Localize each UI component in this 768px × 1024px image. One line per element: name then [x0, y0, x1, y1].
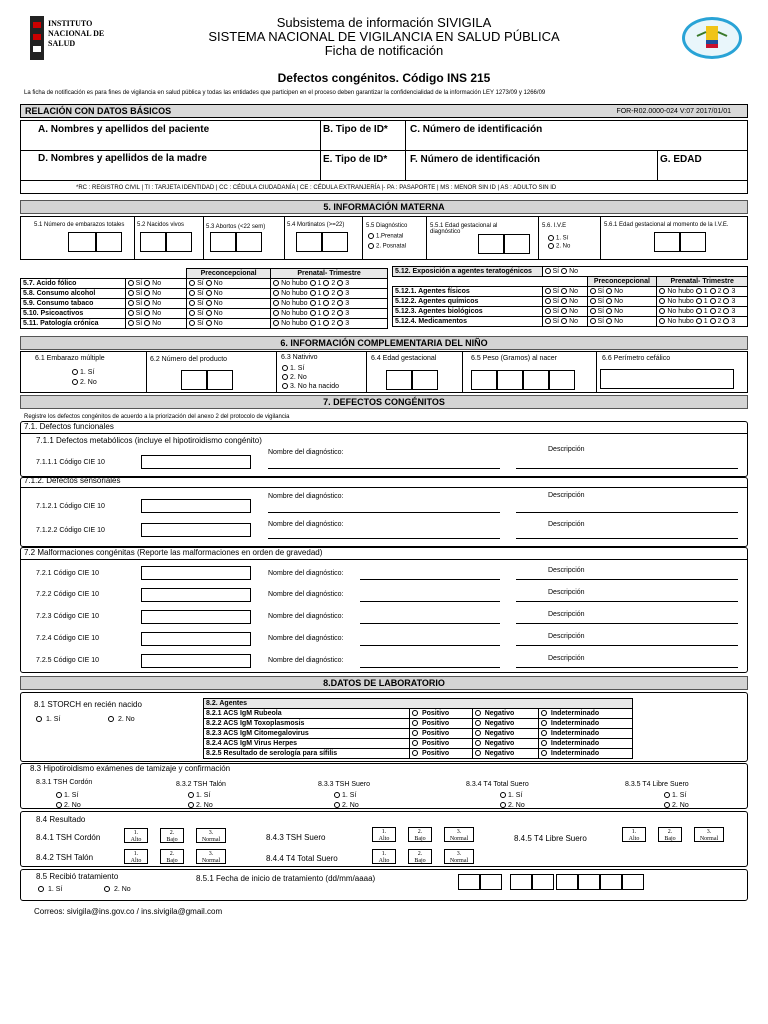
desc-7121-label: Descripción	[548, 492, 585, 499]
res-tsh-serum-low[interactable]: 2. Bajo	[408, 827, 432, 842]
desc-723-line[interactable]	[516, 623, 738, 624]
ive-yes-option[interactable]: 1. Sí	[548, 235, 568, 242]
weight-input-3[interactable]	[523, 370, 549, 390]
res-t4-free-normal[interactable]: 3. Normal	[694, 827, 724, 842]
code-7111-input[interactable]	[141, 455, 251, 469]
abortions-label: 5.3 Abortos (<22 sem)	[206, 224, 266, 230]
indeterminate-option[interactable]: Indeterminado	[538, 749, 632, 759]
table-row	[204, 739, 633, 749]
id-number-label[interactable]: C. Número de identificación	[410, 124, 543, 135]
res-tsh-heel-low[interactable]: 2. Bajo	[160, 849, 184, 864]
date-year-3[interactable]	[600, 874, 622, 890]
code-724-input[interactable]	[141, 632, 251, 646]
precon-yes-no-cell[interactable]: Sí No	[187, 299, 271, 309]
section-6-header: 6. INFORMACIÓN COMPLEMENTARIA DEL NIÑO	[20, 336, 748, 350]
yes-no-cell[interactable]: Sí No	[542, 317, 587, 327]
yes-no-cell[interactable]: Sí No	[125, 279, 187, 289]
t4-free-yes-option[interactable]: 1. Sí	[664, 792, 686, 799]
table-row	[21, 319, 388, 329]
negative-option[interactable]: Negativo	[472, 729, 538, 739]
row-label: 5.8. Consumo alcohol	[21, 289, 126, 299]
id-legend: *RC : REGISTRO CIVIL | TI : TARJETA IDENTIDAD | CC : CÉDULA CIUDADANÍA | CE : CÉDULA EXTRANJERÍA |- PA : PASAPORTE | MS : MENOR SIN ID | AS : ADULTO SIN ID	[76, 185, 557, 191]
trimester-cell[interactable]: No hubo 1 2 3	[657, 297, 748, 307]
multiple-no-option[interactable]: 2. No	[72, 379, 97, 386]
teratogen-table	[392, 266, 748, 327]
coat-of-arms-icon	[685, 20, 739, 56]
not-born-option[interactable]: 3. No ha nacido	[282, 383, 339, 390]
res-tsh-serum-normal[interactable]: 3. Normal	[444, 827, 474, 842]
indeterminate-option[interactable]: Indeterminado	[538, 739, 632, 749]
desc-722-line[interactable]	[516, 601, 738, 602]
code-725-label: 7.2.5 Código CIE 10	[36, 657, 100, 664]
live-births-input-2[interactable]	[166, 232, 192, 252]
teratogen-preconception-header: Preconcepcional	[587, 277, 657, 287]
yes-no-cell[interactable]: Sí No	[125, 299, 187, 309]
tsh-cord-no-option[interactable]: 2. No	[56, 802, 81, 809]
multiple-pregnancy-label: 6.1 Embarazo múltiple	[35, 355, 105, 362]
gest-age-label: 6.4 Edad gestacional	[371, 355, 437, 362]
product-number-input-1[interactable]	[181, 370, 207, 390]
mother-id-type-label[interactable]: E. Tipo de ID*	[323, 154, 388, 165]
tsh-heel-label: 8.3.2 TSH Talón	[176, 781, 226, 788]
diag-name-7111-line[interactable]	[268, 468, 500, 469]
teratogen-prenatal-header: Prenatal- Trimestre	[657, 277, 748, 287]
table-row	[204, 709, 633, 719]
res-tsh-heel-label: 8.4.2 TSH Talón	[36, 853, 94, 862]
tsh-cord-yes-option[interactable]: 1. Sí	[56, 792, 78, 799]
diagnosis-prenatal-option[interactable]: 1.Prenatal	[368, 233, 403, 240]
gest-age-dx-input-2[interactable]	[504, 234, 530, 254]
negative-option[interactable]: Negativo	[472, 749, 538, 759]
res-t4-free-label: 8.4.5 T4 Libre Suero	[514, 834, 587, 843]
treatment-no-option[interactable]: 2. No	[104, 886, 131, 893]
desc-7121-line[interactable]	[516, 512, 738, 513]
live-births-input-1[interactable]	[140, 232, 166, 252]
desc-7111-label: Descripción	[548, 446, 585, 453]
code-721-label: 7.2.1 Código CIE 10	[36, 570, 100, 577]
res-t4-total-low[interactable]: 2. Bajo	[408, 849, 432, 864]
row-label: 5.12.1. Agentes físicos	[393, 287, 543, 297]
date-year-2[interactable]	[578, 874, 600, 890]
agents-table	[203, 698, 633, 759]
diag-name-7122-label: Nombre del diagnóstico:	[268, 521, 344, 528]
t4-total-yes-option[interactable]: 1. Sí	[500, 792, 522, 799]
table-row	[204, 719, 633, 729]
patient-name-label[interactable]: A. Nombres y apellidos del paciente	[38, 124, 210, 135]
diag-name-721-line[interactable]	[360, 579, 500, 580]
precon-yes-no-cell[interactable]: Sí No	[587, 297, 657, 307]
disclaimer: La ficha de notificación es para fines de vigilancia en salud pública y todas las entidades que participen en el proceso deben garantizar la confidencialidad de la información LEY 1273/09 y 1266/09	[24, 90, 546, 96]
yes-no-cell[interactable]: Sí No	[542, 307, 587, 317]
head-circ-label: 6.6 Perímetro cefálico	[602, 355, 671, 362]
basic-data-header	[20, 104, 748, 118]
positive-option[interactable]: Positivo	[410, 729, 473, 739]
row-label: 5.12.4. Medicamentos	[393, 317, 543, 327]
diag-name-722-line[interactable]	[360, 601, 500, 602]
trimester-cell[interactable]: No hubo 1 2 3	[271, 319, 388, 329]
yes-no-cell[interactable]: Sí No	[125, 289, 187, 299]
positive-option[interactable]: Positivo	[410, 739, 473, 749]
id-type-label[interactable]: B. Tipo de ID*	[323, 124, 388, 135]
header-system: SISTEMA NACIONAL DE VIGILANCIA EN SALUD PÚBLICA	[208, 29, 560, 44]
logo-line-3: SALUD	[48, 39, 76, 48]
row-label: 5.12.2. Agentes químicos	[393, 297, 543, 307]
date-year-1[interactable]	[556, 874, 578, 890]
section-7-header: 7. DEFECTOS CONGÉNITOS	[20, 395, 748, 409]
row-label: 5.7. Acido fólico	[21, 279, 126, 289]
positive-option[interactable]: Positivo	[410, 719, 473, 729]
code-7121-label: 7.1.2.1 Código CIE 10	[36, 503, 105, 510]
date-month-2[interactable]	[532, 874, 554, 890]
desc-7122-line[interactable]	[516, 538, 738, 539]
abortions-input-2[interactable]	[236, 232, 262, 252]
code-7121-input[interactable]	[141, 499, 251, 513]
date-year-4[interactable]	[622, 874, 644, 890]
tsh-serum-label: 8.3.3 TSH Suero	[318, 781, 371, 788]
logo-line-1: INSTITUTO	[48, 19, 93, 28]
liveborn-label: 6.3 Nativivo	[281, 354, 318, 361]
date-day-1[interactable]	[458, 874, 480, 890]
diag-name-725-line[interactable]	[360, 667, 500, 668]
precon-yes-no-cell[interactable]: Sí No	[187, 319, 271, 329]
diag-name-724-label: Nombre del diagnóstico:	[268, 635, 344, 642]
tsh-heel-yes-option[interactable]: 1. Sí	[188, 792, 210, 799]
trimester-cell[interactable]: No hubo 1 2 3	[271, 289, 388, 299]
hypothyroidism-heading: 8.3 Hipotiroidismo exámenes de tamizaje y confirmación	[30, 764, 231, 773]
form-code: FOR-R02.0000-024 V:07 2017/01/01	[616, 108, 731, 115]
negative-option[interactable]: Negativo	[472, 709, 538, 719]
form-title: Defectos congénitos. Código INS 215	[277, 71, 491, 85]
trimester-cell[interactable]: No hubo 1 2 3	[271, 309, 388, 319]
section-8-header: 8.DATOS DE LABORATORIO	[20, 676, 748, 690]
precon-yes-no-cell[interactable]: Sí No	[187, 309, 271, 319]
res-tsh-cord-normal[interactable]: 3. Normal	[196, 828, 226, 843]
pregnancies-label: 5.1 Número de embarazos totales	[34, 222, 125, 228]
weight-input-2[interactable]	[497, 370, 523, 390]
weight-input-1[interactable]	[471, 370, 497, 390]
desc-724-line[interactable]	[516, 645, 738, 646]
code-721-input[interactable]	[141, 566, 251, 580]
liveborn-no-option[interactable]: 2. No	[282, 374, 307, 381]
date-month-1[interactable]	[510, 874, 532, 890]
gest-age-input-2[interactable]	[412, 370, 438, 390]
indeterminate-option[interactable]: Indeterminado	[538, 709, 632, 719]
agents-header: 8.2. Agentes	[204, 699, 633, 709]
diag-name-7121-line[interactable]	[268, 512, 500, 513]
res-tsh-serum-label: 8.4.3 TSH Suero	[266, 833, 326, 842]
res-tsh-cord-label: 8.4.1 TSH Cordón	[36, 833, 101, 842]
desc-725-line[interactable]	[516, 667, 738, 668]
section-5-header: 5. INFORMACIÓN MATERNA	[20, 200, 748, 214]
table-row	[21, 279, 388, 289]
gest-age-dx-label: 5.5.1 Edad gestacional al diagnóstico	[430, 223, 498, 235]
table-row	[21, 289, 388, 299]
code-722-label: 7.2.2 Código CIE 10	[36, 591, 100, 598]
storch-label: 8.1 STORCH en recién nacido	[34, 700, 142, 709]
malformations-box	[20, 547, 748, 673]
birth-weight-label: 6.5 Peso (Gramos) al nacer	[471, 355, 557, 362]
diag-name-7122-line[interactable]	[268, 538, 500, 539]
header-subsystem: Subsistema de información SIVIGILA	[276, 15, 492, 30]
res-t4-total-high[interactable]: 1. Alto	[372, 849, 396, 864]
logo-line-2: NACIONAL DE	[48, 29, 105, 38]
age-label[interactable]: G. EDAD	[660, 154, 702, 165]
header-form-type: Ficha de notificación	[324, 43, 444, 58]
s7-note: Registre los defectos congénitos de acuerdo a la priorización del anexo 2 del protocolo de vigilancia	[24, 414, 290, 420]
negative-option[interactable]: Negativo	[472, 719, 538, 729]
row-label: 5.11. Patología crónica	[21, 319, 126, 329]
weight-input-4[interactable]	[549, 370, 575, 390]
yes-no-cell[interactable]: Sí No	[125, 309, 187, 319]
precon-yes-no-cell[interactable]: Sí No	[587, 307, 657, 317]
tsh-heel-no-option[interactable]: 2. No	[188, 802, 213, 809]
precon-yes-no-cell[interactable]: Sí No	[187, 279, 271, 289]
yes-no-cell[interactable]: Sí No	[542, 287, 587, 297]
code-7122-input[interactable]	[141, 523, 251, 537]
diag-name-721-label: Nombre del diagnóstico:	[268, 570, 344, 577]
desc-722-label: Descripción	[548, 589, 585, 596]
res-tsh-cord-high[interactable]: 1. Alto	[124, 828, 148, 843]
treatment-label: 8.5 Recibió tratamiento	[36, 872, 119, 881]
res-t4-total-normal[interactable]: 3. Normal	[444, 849, 474, 864]
res-tsh-heel-normal[interactable]: 3. Normal	[196, 849, 226, 864]
t4-total-no-option[interactable]: 2. No	[500, 802, 525, 809]
res-tsh-heel-high[interactable]: 1. Alto	[124, 849, 148, 864]
table-row	[393, 287, 748, 297]
pregnancies-input-1[interactable]	[68, 232, 96, 252]
ive-gest-age-input-2[interactable]	[680, 232, 706, 252]
row-label: 5.12.3. Agentes biológicos	[393, 307, 543, 317]
maternal-exposures-table	[20, 268, 388, 329]
head-circ-input[interactable]	[600, 369, 734, 389]
prenatal-trimester-header: Prenatal- Trimestre	[271, 269, 388, 279]
diagnosis-label: 5.5 Diagnóstico	[366, 223, 408, 229]
agent-label: 8.2.1 ACS IgM Rubeola	[204, 709, 410, 719]
stillbirths-label: 5.4 Mortinatos (>=22)	[287, 222, 345, 228]
table-row	[21, 299, 388, 309]
date-day-2[interactable]	[480, 874, 502, 890]
treatment-yes-option[interactable]: 1. Sí	[38, 886, 62, 893]
teratogen-header: 5.12. Exposición a agentes teratogénicos	[393, 267, 543, 277]
trimester-cell[interactable]: No hubo 1 2 3	[657, 317, 748, 327]
row-label: 5.9. Consumo tabaco	[21, 299, 126, 309]
colombia-seal	[682, 17, 742, 59]
treatment-date-label: 8.5.1 Fecha de inicio de tratamiento (dd/mm/aaaa)	[196, 874, 376, 883]
table-row	[393, 317, 748, 327]
desc-7122-label: Descripción	[548, 521, 585, 528]
agent-label: 8.2.4 ACS IgM Virus Herpes	[204, 739, 410, 749]
precon-yes-no-cell[interactable]: Sí No	[187, 289, 271, 299]
malformations-heading: 7.2 Malformaciones congénitas (Reporte las malformaciones en orden de gravedad)	[24, 548, 323, 557]
product-number-label: 6.2 Número del producto	[150, 356, 228, 363]
mother-name-label[interactable]: D. Nombres y apellidos de la madre	[38, 153, 207, 164]
code-723-label: 7.2.3 Código CIE 10	[36, 613, 100, 620]
preconception-header: Preconcepcional	[187, 269, 271, 279]
stillbirths-input-1[interactable]	[296, 232, 322, 252]
desc-723-label: Descripción	[548, 611, 585, 618]
diag-name-722-label: Nombre del diagnóstico:	[268, 591, 344, 598]
table-row	[393, 307, 748, 317]
live-births-label: 5.2 Nacidos vivos	[137, 222, 185, 228]
table-row	[393, 297, 748, 307]
tsh-cord-label: 8.3.1 TSH Cordón	[36, 779, 93, 786]
yes-no-cell[interactable]: Sí No	[125, 319, 187, 329]
desc-721-line[interactable]	[516, 579, 738, 580]
desc-7111-line[interactable]	[516, 468, 738, 469]
trimester-cell[interactable]: No hubo 1 2 3	[271, 279, 388, 289]
diag-name-7121-label: Nombre del diagnóstico:	[268, 493, 344, 500]
multiple-yes-option[interactable]: 1. Sí	[72, 369, 94, 376]
desc-725-label: Descripción	[548, 655, 585, 662]
row-label: 5.10. Psicoactivos	[21, 309, 126, 319]
storch-yes-option[interactable]: 1. Sí	[36, 716, 60, 723]
metabolic-defects-heading: 7.1.1 Defectos metabólicos (incluye el hipotiroidismo congénito)	[36, 436, 262, 445]
ive-no-option[interactable]: 2. No	[548, 243, 570, 250]
trimester-cell[interactable]: No hubo 1 2 3	[657, 307, 748, 317]
functional-defects-heading: 7.1. Defectos funcionales	[24, 422, 114, 431]
diagnosis-postnatal-option[interactable]: 2. Posnatal	[368, 243, 406, 250]
desc-724-label: Descripción	[548, 633, 585, 640]
t4-total-label: 8.3.4 T4 Total Suero	[466, 781, 529, 788]
trimester-cell[interactable]: No hubo 1 2 3	[657, 287, 748, 297]
tsh-serum-yes-option[interactable]: 1. Sí	[334, 792, 356, 799]
code-723-input[interactable]	[141, 610, 251, 624]
pregnancies-input-2[interactable]	[96, 232, 122, 252]
mother-id-number-label[interactable]: F. Número de identificación	[410, 154, 541, 165]
diag-name-7111-label: Nombre del diagnóstico:	[268, 449, 344, 456]
storch-no-option[interactable]: 2. No	[108, 716, 135, 723]
code-724-label: 7.2.4 Código CIE 10	[36, 635, 100, 642]
agent-label: 8.2.5 Resultado de serología para sífilis	[204, 749, 410, 759]
table-row	[204, 729, 633, 739]
diag-name-723-label: Nombre del diagnóstico:	[268, 613, 344, 620]
negative-option[interactable]: Negativo	[472, 739, 538, 749]
res-tsh-serum-high[interactable]: 1. Alto	[372, 827, 396, 842]
contact-emails: Correos: sivigila@ins.gov.co / ins.sivigila@gmail.com	[34, 907, 223, 916]
precon-yes-no-cell[interactable]: Sí No	[587, 317, 657, 327]
t4-free-no-option[interactable]: 2. No	[664, 802, 689, 809]
basic-data-heading: RELACIÓN CON DATOS BÁSICOS	[25, 106, 172, 116]
gest-age-input-1[interactable]	[386, 370, 412, 390]
ive-gest-age-input-1[interactable]	[654, 232, 680, 252]
indeterminate-option[interactable]: Indeterminado	[538, 719, 632, 729]
gest-age-dx-input-1[interactable]	[478, 234, 504, 254]
t4-free-label: 8.3.5 T4 Libre Suero	[625, 781, 689, 788]
code-725-input[interactable]	[141, 654, 251, 668]
code-7111-label: 7.1.1.1 Código CIE 10	[36, 459, 105, 466]
table-row	[21, 309, 388, 319]
code-722-input[interactable]	[141, 588, 251, 602]
teratogen-yes-no-cell[interactable]: Sí No	[542, 267, 748, 277]
diag-name-725-label: Nombre del diagnóstico:	[268, 657, 344, 664]
precon-yes-no-cell[interactable]: Sí No	[587, 287, 657, 297]
liveborn-yes-option[interactable]: 1. Sí	[282, 365, 304, 372]
positive-option[interactable]: Positivo	[410, 749, 473, 759]
sensory-defects-heading: 7.1.2. Defectos sensoriales	[24, 476, 121, 485]
trimester-cell[interactable]: No hubo 1 2 3	[271, 299, 388, 309]
positive-option[interactable]: Positivo	[410, 709, 473, 719]
stillbirths-input-2[interactable]	[322, 232, 348, 252]
res-t4-free-high[interactable]: 1. Alto	[622, 827, 646, 842]
table-row	[204, 749, 633, 759]
res-t4-free-low[interactable]: 2. Bajo	[658, 827, 682, 842]
ive-label: 5.6. I.V.E	[542, 223, 567, 229]
res-tsh-cord-low[interactable]: 2. Bajo	[160, 828, 184, 843]
agent-label: 8.2.2 ACS IgM Toxoplasmosis	[204, 719, 410, 729]
code-7122-label: 7.1.2.2 Código CIE 10	[36, 527, 105, 534]
indeterminate-option[interactable]: Indeterminado	[538, 729, 632, 739]
ive-gest-age-label: 5.6.1 Edad gestacional al momento de la I.V.E.	[604, 222, 729, 228]
agent-label: 8.2.3 ACS IgM Citomegalovirus	[204, 729, 410, 739]
diag-name-723-line[interactable]	[360, 623, 500, 624]
abortions-input-1[interactable]	[210, 232, 236, 252]
product-number-input-2[interactable]	[207, 370, 233, 390]
res-t4-total-label: 8.4.4 T4 Total Suero	[266, 854, 338, 863]
diag-name-724-line[interactable]	[360, 645, 500, 646]
desc-721-label: Descripción	[548, 567, 585, 574]
results-heading: 8.4 Resultado	[36, 815, 86, 824]
tsh-serum-no-option[interactable]: 2. No	[334, 802, 359, 809]
yes-no-cell[interactable]: Sí No	[542, 297, 587, 307]
